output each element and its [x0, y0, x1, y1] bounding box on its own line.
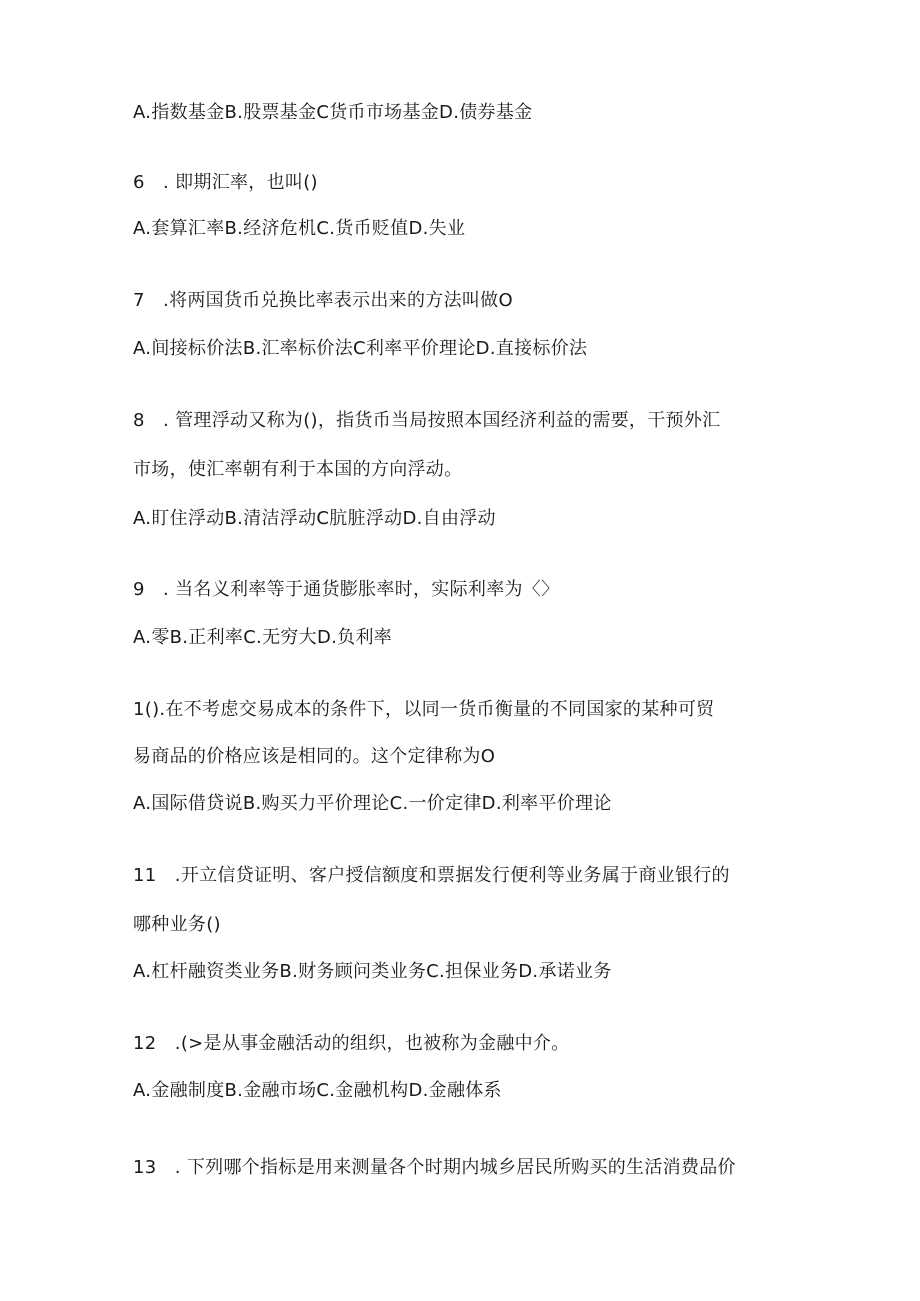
question-12: 12 .(>是从事金融活动的组织，也被称为金融中介。: [133, 1033, 570, 1054]
answer-options-q12: A.金融制度B.金融市场C.金融机构D.金融体系: [133, 1080, 502, 1101]
answer-options-q8: A.盯住浮动B.清洁浮动C肮脏浮动D.自由浮动: [133, 508, 496, 529]
answer-options-q6: A.套算汇率B.经济危机C.货币贬值D.失业: [133, 218, 466, 239]
question-11-line-1: 11 .开立信贷证明、客户授信额度和票据发行便利等业务属于商业银行的: [133, 865, 730, 886]
question-7: 7 .将两国货币兑换比率表示出来的方法叫做O: [133, 290, 513, 311]
answer-options-q9: A.零B.正利率C.无穷大D.负利率: [133, 627, 393, 648]
question-8-line-1: 8 . 管理浮动又称为()，指货币当局按照本国经济利益的需要，干预外汇: [133, 410, 721, 431]
question-10-line-1: 1().在不考虑交易成本的条件下，以同一货币衡量的不同国家的某种可贸: [133, 699, 715, 720]
question-10-line-2: 易商品的价格应该是相同的。这个定律称为O: [133, 746, 496, 767]
answer-options-q7: A.间接标价法B.汇率标价法C利率平价理论D.直接标价法: [133, 338, 588, 359]
answer-options-q11: A.杠杆融资类业务B.财务顾问类业务C.担保业务D.承诺业务: [133, 961, 612, 982]
question-9: 9 . 当名义利率等于通货膨胀率时，实际利率为〈〉: [133, 579, 560, 600]
answer-options-q5: A.指数基金B.股票基金C货币市场基金D.债券基金: [133, 102, 533, 123]
question-13-line-1: 13 . 下列哪个指标是用来测量各个时期内城乡居民所购买的生活消费品价: [133, 1157, 736, 1178]
question-8-line-2: 市场，使汇率朝有利于本国的方向浮动。: [133, 459, 463, 480]
question-11-line-2: 哪种业务(): [133, 914, 221, 935]
question-6: 6 . 即期汇率，也叫(): [133, 172, 318, 193]
answer-options-q10: A.国际借贷说B.购买力平价理论C.一价定律D.利率平价理论: [133, 793, 612, 814]
